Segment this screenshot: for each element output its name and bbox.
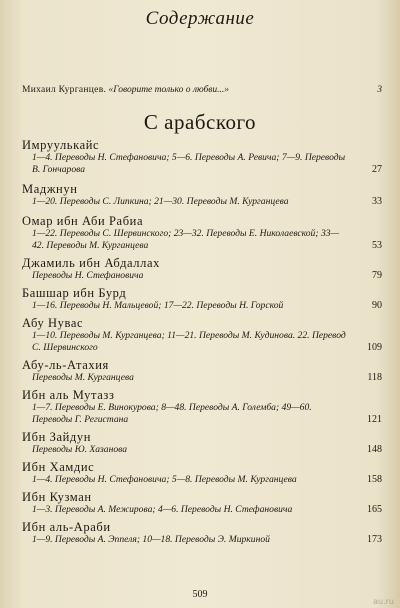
contents-entry <box>22 182 382 208</box>
page-heading: Содержание <box>145 8 255 29</box>
contents-entry <box>22 316 382 354</box>
poet-name: Абу-ль-Атахия <box>22 358 109 372</box>
entry-page-number: 79 <box>372 270 382 281</box>
translators-line: 1—7. Переводы Е. Винокурова; 8—48. Переводы А. Големба; 49—60. Переводы Г. Регистана <box>32 402 312 425</box>
poet-name: Ибн аль-Араби <box>22 520 111 534</box>
poet-name: Маджнун <box>22 182 78 196</box>
intro-page-number: 3 <box>377 85 382 95</box>
translators-line: 1—16. Переводы Н. Мальцевой; 17—22. Переводы Н. Горской <box>32 300 284 311</box>
entry-page-number: 121 <box>367 414 382 425</box>
contents-entry <box>22 520 382 546</box>
poet-name: Ибн Зайдун <box>22 430 92 444</box>
contents-entry <box>22 286 382 312</box>
section-title: С арабского <box>143 110 257 134</box>
translators-line: 1—4. Переводы Н. Стефановича; 5—6. Переводы А. Ревича; 7—9. Переводы В. Гончарова <box>32 152 346 175</box>
translators-line: 1—22. Переводы С. Шервинского; 23—32. Переводы Е. Николаевской; 33—42. Переводы М. Курганцева <box>32 228 340 251</box>
translators-line: Переводы Н. Стефановича <box>32 270 144 281</box>
contents-entry <box>22 214 382 252</box>
poet-name: Абу Нувас <box>22 316 84 330</box>
entry-page-number: 148 <box>367 444 382 455</box>
contents-list <box>22 138 382 546</box>
poet-name: Ибн Хамдис <box>22 460 95 474</box>
entry-page-number: 90 <box>372 300 382 311</box>
watermark: au.ru <box>373 597 394 606</box>
contents-entry <box>22 358 382 384</box>
page-number: 509 <box>192 589 208 600</box>
entry-page-number: 173 <box>367 534 382 545</box>
translators-line: 1—10. Переводы М. Курганцева; 11—21. Переводы М. Кудинова. 22. Перевод С. Шервинского <box>32 330 346 353</box>
poet-name: Башшар ибн Бурд <box>22 286 127 300</box>
contents-entry <box>22 138 382 176</box>
intro-title: «Говорите только о любви...» <box>108 85 230 95</box>
poet-name: Ибн аль Мутазз <box>22 388 115 402</box>
entry-page-number: 33 <box>372 196 382 207</box>
contents-entry <box>22 430 382 456</box>
poet-name: Имруулькайс <box>22 138 100 152</box>
contents-entry <box>22 460 382 486</box>
translators-line: 1—9. Переводы А. Эппеля; 10—18. Переводы Э. Миркиной <box>32 534 270 545</box>
translators-line: 1—20. Переводы С. Липкина; 21—30. Переводы М. Курганцева <box>32 196 289 207</box>
intro-entry <box>22 85 382 95</box>
translators-line: 1—3. Переводы А. Межирова; 4—6. Переводы Н. Стефановича <box>32 504 293 515</box>
intro-text <box>22 85 229 95</box>
translators-line: Переводы Ю. Хазанова <box>32 444 128 455</box>
translators-line: Переводы М. Курганцева <box>32 372 134 383</box>
entry-page-number: 158 <box>367 474 382 485</box>
entry-page-number: 53 <box>372 240 382 251</box>
contents-entry <box>22 388 382 426</box>
entry-page-number: 118 <box>367 372 382 383</box>
entry-page-number: 109 <box>367 342 382 353</box>
poet-name: Ибн Кузман <box>22 490 92 504</box>
poet-name: Джамиль ибн Абдаллах <box>22 256 160 270</box>
intro-author: Михаил Курганцев. <box>22 85 107 95</box>
translators-line: 1—4. Переводы Н. Стефановича; 5—8. Переводы М. Курганцева <box>32 474 297 485</box>
entry-page-number: 165 <box>367 504 382 515</box>
contents-entry <box>22 256 382 282</box>
poet-name: Омар ибн Аби Рабиа <box>22 214 144 228</box>
contents-entry <box>22 490 382 516</box>
entry-page-number: 27 <box>372 164 382 175</box>
